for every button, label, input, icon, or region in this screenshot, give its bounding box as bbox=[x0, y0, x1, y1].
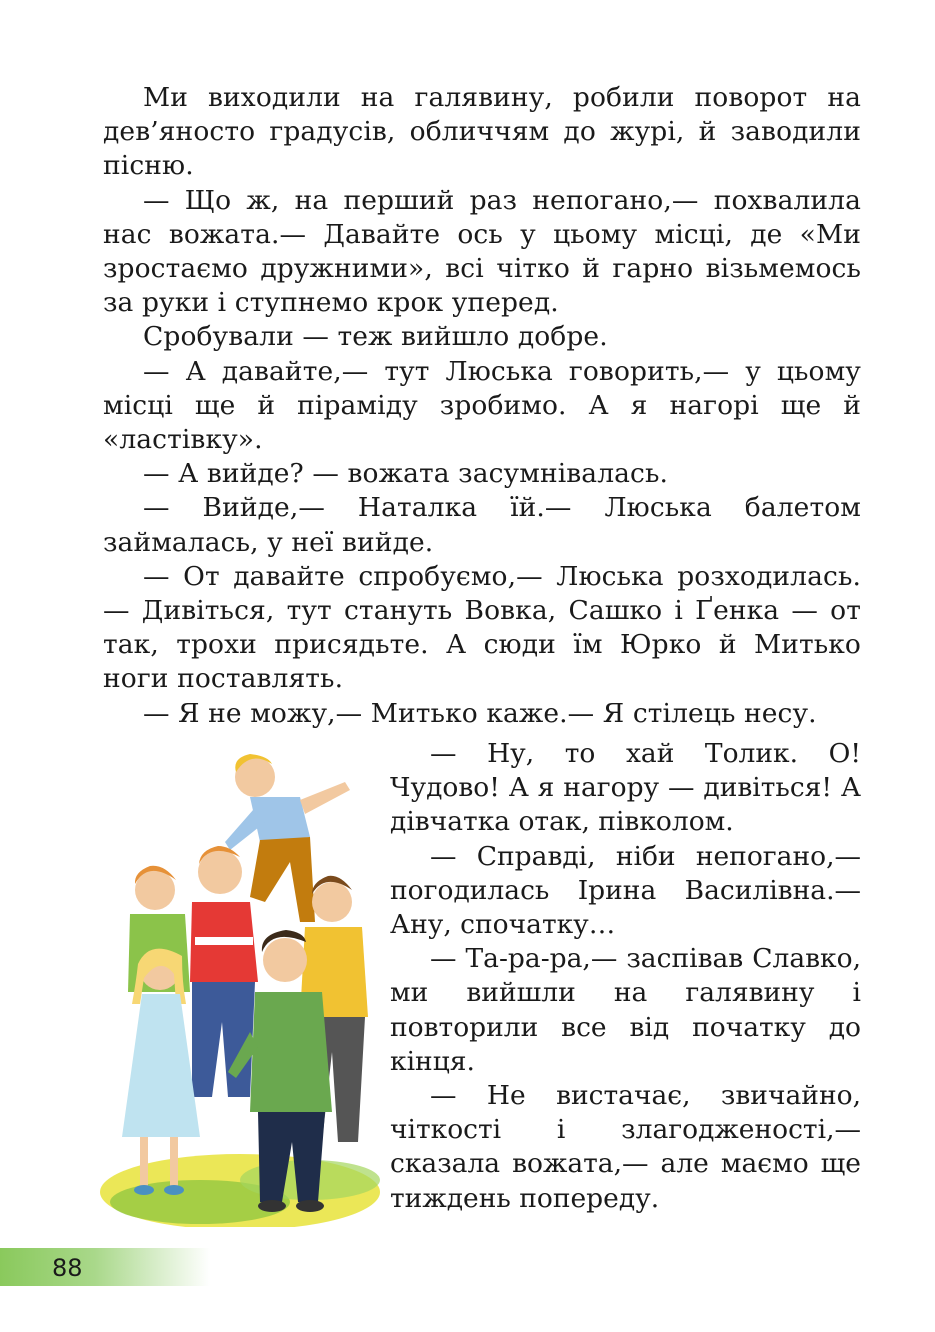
side-text-block bbox=[390, 737, 861, 1216]
main-text-block bbox=[103, 81, 861, 731]
paragraph: Ми виходили на галявину, робили поворот на дев’яносто градусів, обличчям до журі, й заводили пісню. bbox=[103, 82, 861, 182]
paragraph: — Не вистачає, звичайно, чіткості і злагодженості,— сказала вожата,— але маємо ще тиждень попереду. bbox=[390, 1080, 861, 1214]
paragraph: — Ну, то хай Толик. О! Чудово! А я нагору — дивіться! А дівчатка отак, півколом. bbox=[390, 738, 861, 838]
paragraph: — Що ж, на перший раз непогано,— похвалила нас вожата.— Давайте ось у цьому місці, де «Ми зростаємо дружними», всі чітко й гарно візьмемось за руки і ступнемо крок уперед. bbox=[103, 184, 861, 319]
page-number: 88 bbox=[52, 1254, 83, 1282]
paragraph: Сробували — теж вийшло добре. bbox=[143, 321, 608, 353]
paragraph: — А давайте,— тут Люська говорить,— у цьому місці ще й піраміду зробимо. А я нагорі ще й «ластівку». bbox=[103, 355, 861, 456]
paragraph: — Я не можу,— Митько каже.— Я стілець несу. bbox=[143, 697, 817, 729]
paragraph: — От давайте спробуємо,— Люська розходилась.— Дивіться, тут стануть Вовка, Сашко і Ґенка — от так, трохи присядьте. А сюди їм Юрко й Митько ноги поставлять. bbox=[103, 560, 861, 695]
children-pyramid-illustration bbox=[100, 742, 385, 1227]
page-number-bar bbox=[0, 1248, 210, 1286]
paragraph: — Та-ра-ра,— заспівав Славко, ми вийшли на галявину і повторили все від початку до кінця. bbox=[390, 943, 861, 1077]
paragraph: — Вийде,— Наталка їй.— Люська балетом займалась, у неї вийде. bbox=[103, 492, 861, 558]
paragraph: — Справді, ніби непогано,— погодилась Ірина Василівна.— Ану, спочатку… bbox=[390, 840, 861, 941]
paragraph: — А вийде? — вожата засумнівалась. bbox=[143, 458, 669, 490]
